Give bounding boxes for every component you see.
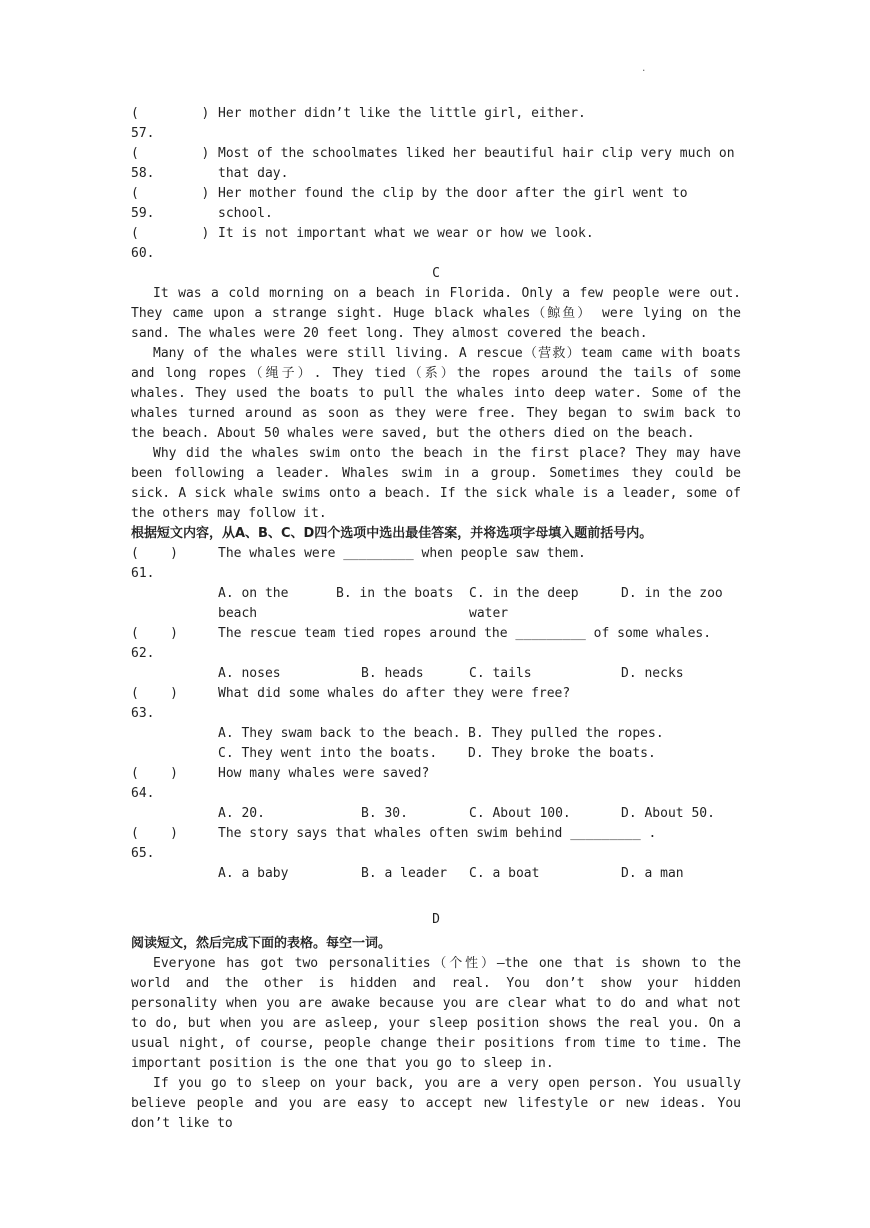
answer-bracket[interactable]: ( ) [131,106,210,121]
statement: Most of the schoolmates liked her beautiful hair clip very much on [218,146,735,161]
instruction-d: 阅读短文，然后完成下面的表格。每空一词。 [131,936,392,951]
option-a[interactable]: A. on the [218,586,289,601]
option-d[interactable]: D. They broke the boats. [468,746,656,761]
option-b[interactable]: B. heads [361,666,424,681]
passage-d [131,954,741,1134]
option-d[interactable]: D. About 50. [621,806,715,821]
option-c[interactable]: C. a boat [469,866,540,881]
option-a[interactable]: A. 20. [218,806,265,821]
section-heading-d: D [432,912,440,927]
question-text: The whales were _________ when people saw them. [218,546,586,561]
option-d[interactable]: D. a man [621,866,684,881]
mc-question [131,764,741,824]
question-text: How many whales were saved? [218,766,430,781]
question-number: 63. [131,706,155,721]
answer-bracket[interactable]: ( ) [131,826,178,841]
question-number: 60. [131,246,155,261]
statement: Her mother didn’t like the little girl, either. [218,106,586,121]
content [131,104,741,1134]
option-a-continued: beach [218,606,258,621]
mc-question [131,824,741,884]
answer-bracket[interactable]: ( ) [131,226,210,241]
question-number: 59. [131,206,155,221]
option-c[interactable]: C. in the deep [469,586,579,601]
option-c-continued: water [469,606,509,621]
section-heading-c: C [432,266,440,281]
tf-item [131,184,741,224]
option-a[interactable]: A. They swam back to the beach. [218,726,461,741]
passage-c [131,284,741,524]
paragraph: Why did the whales swim onto the beach in the first place? They may have been following a leader. Whales swim in a group. Sometimes they could be sick. A sick whale swims onto a beach. If the sick whale is a leader, some of the others may follow it. [131,446,741,521]
answer-bracket[interactable]: ( ) [131,626,178,641]
paragraph: Many of the whales were still living. A rescue（营救）team came with boats and long ropes（绳子）. They tied（系）the ropes around the tails of some whales. They used the boats to pull the whales into deep water. Some of the whales turned around as soon as they were free. They began to swim back to the beach. About 50 whales were saved, but the others died on the beach. [131,346,741,441]
option-b-continued [336,604,469,624]
question-number: 65. [131,846,155,861]
paragraph: If you go to sleep on your back, you are a very open person. You usually believe people and you are easy to accept new lifestyle or new ideas. You don’t like to [131,1076,741,1131]
option-b[interactable]: B. in the boats [336,586,454,601]
answer-bracket[interactable]: ( ) [131,766,178,781]
question-number: 57. [131,126,155,141]
mc-question [131,624,741,684]
question-text: What did some whales do after they were free? [218,686,571,701]
option-b[interactable]: B. They pulled the ropes. [468,726,664,741]
option-c[interactable]: C. tails [469,666,532,681]
question-number: 62. [131,646,155,661]
instruction-c: 根据短文内容，从A、B、C、D四个选项中选出最佳答案，并将选项字母填入题前括号内。 [131,526,653,541]
question-text: The rescue team tied ropes around the _________ of some whales. [218,626,712,641]
question-number: 61. [131,566,155,581]
answer-bracket[interactable]: ( ) [131,686,178,701]
tf-item [131,224,741,264]
answer-bracket[interactable]: ( ) [131,146,210,161]
option-c[interactable]: C. About 100. [469,806,571,821]
paragraph: It was a cold morning on a beach in Florida. Only a few people were out. They came upon a strange sight. Huge black whales（鲸鱼） were lying on the sand. The whales were 20 feet long. They almost covered the beach. [131,286,741,341]
question-text: The story says that whales often swim behind _________ . [218,826,657,841]
page-mark: . [641,64,647,74]
answer-bracket[interactable]: ( ) [131,186,210,201]
option-a[interactable]: A. noses [218,666,281,681]
mc-question [131,544,741,624]
spacer [131,884,741,904]
statement: It is not important what we wear or how we look. [218,226,594,241]
mc-question [131,684,741,764]
option-a[interactable]: A. a baby [218,866,289,881]
option-b[interactable]: B. a leader [361,866,448,881]
tf-item [131,144,741,184]
paragraph: Everyone has got two personalities（个性）—the one that is shown to the world and the other is hidden and real. You don’t show your hidden personality when you are awake because you are clear what to do and what not to do, but when you are asleep, your sleep position shows the real you. On a usual night, of course, people change their positions from time to time. The important position is the one that you go to sleep in. [131,956,741,1071]
option-c[interactable]: C. They went into the boats. [218,746,438,761]
statement-continued: that day. [218,166,289,181]
option-d[interactable]: D. in the zoo [621,586,723,601]
tf-item [131,104,741,144]
statement: Her mother found the clip by the door after the girl went to school. [218,186,688,221]
option-b[interactable]: B. 30. [361,806,408,821]
question-number: 58. [131,166,155,181]
option-d[interactable]: D. necks [621,666,684,681]
answer-bracket[interactable]: ( ) [131,546,178,561]
question-number: 64. [131,786,155,801]
